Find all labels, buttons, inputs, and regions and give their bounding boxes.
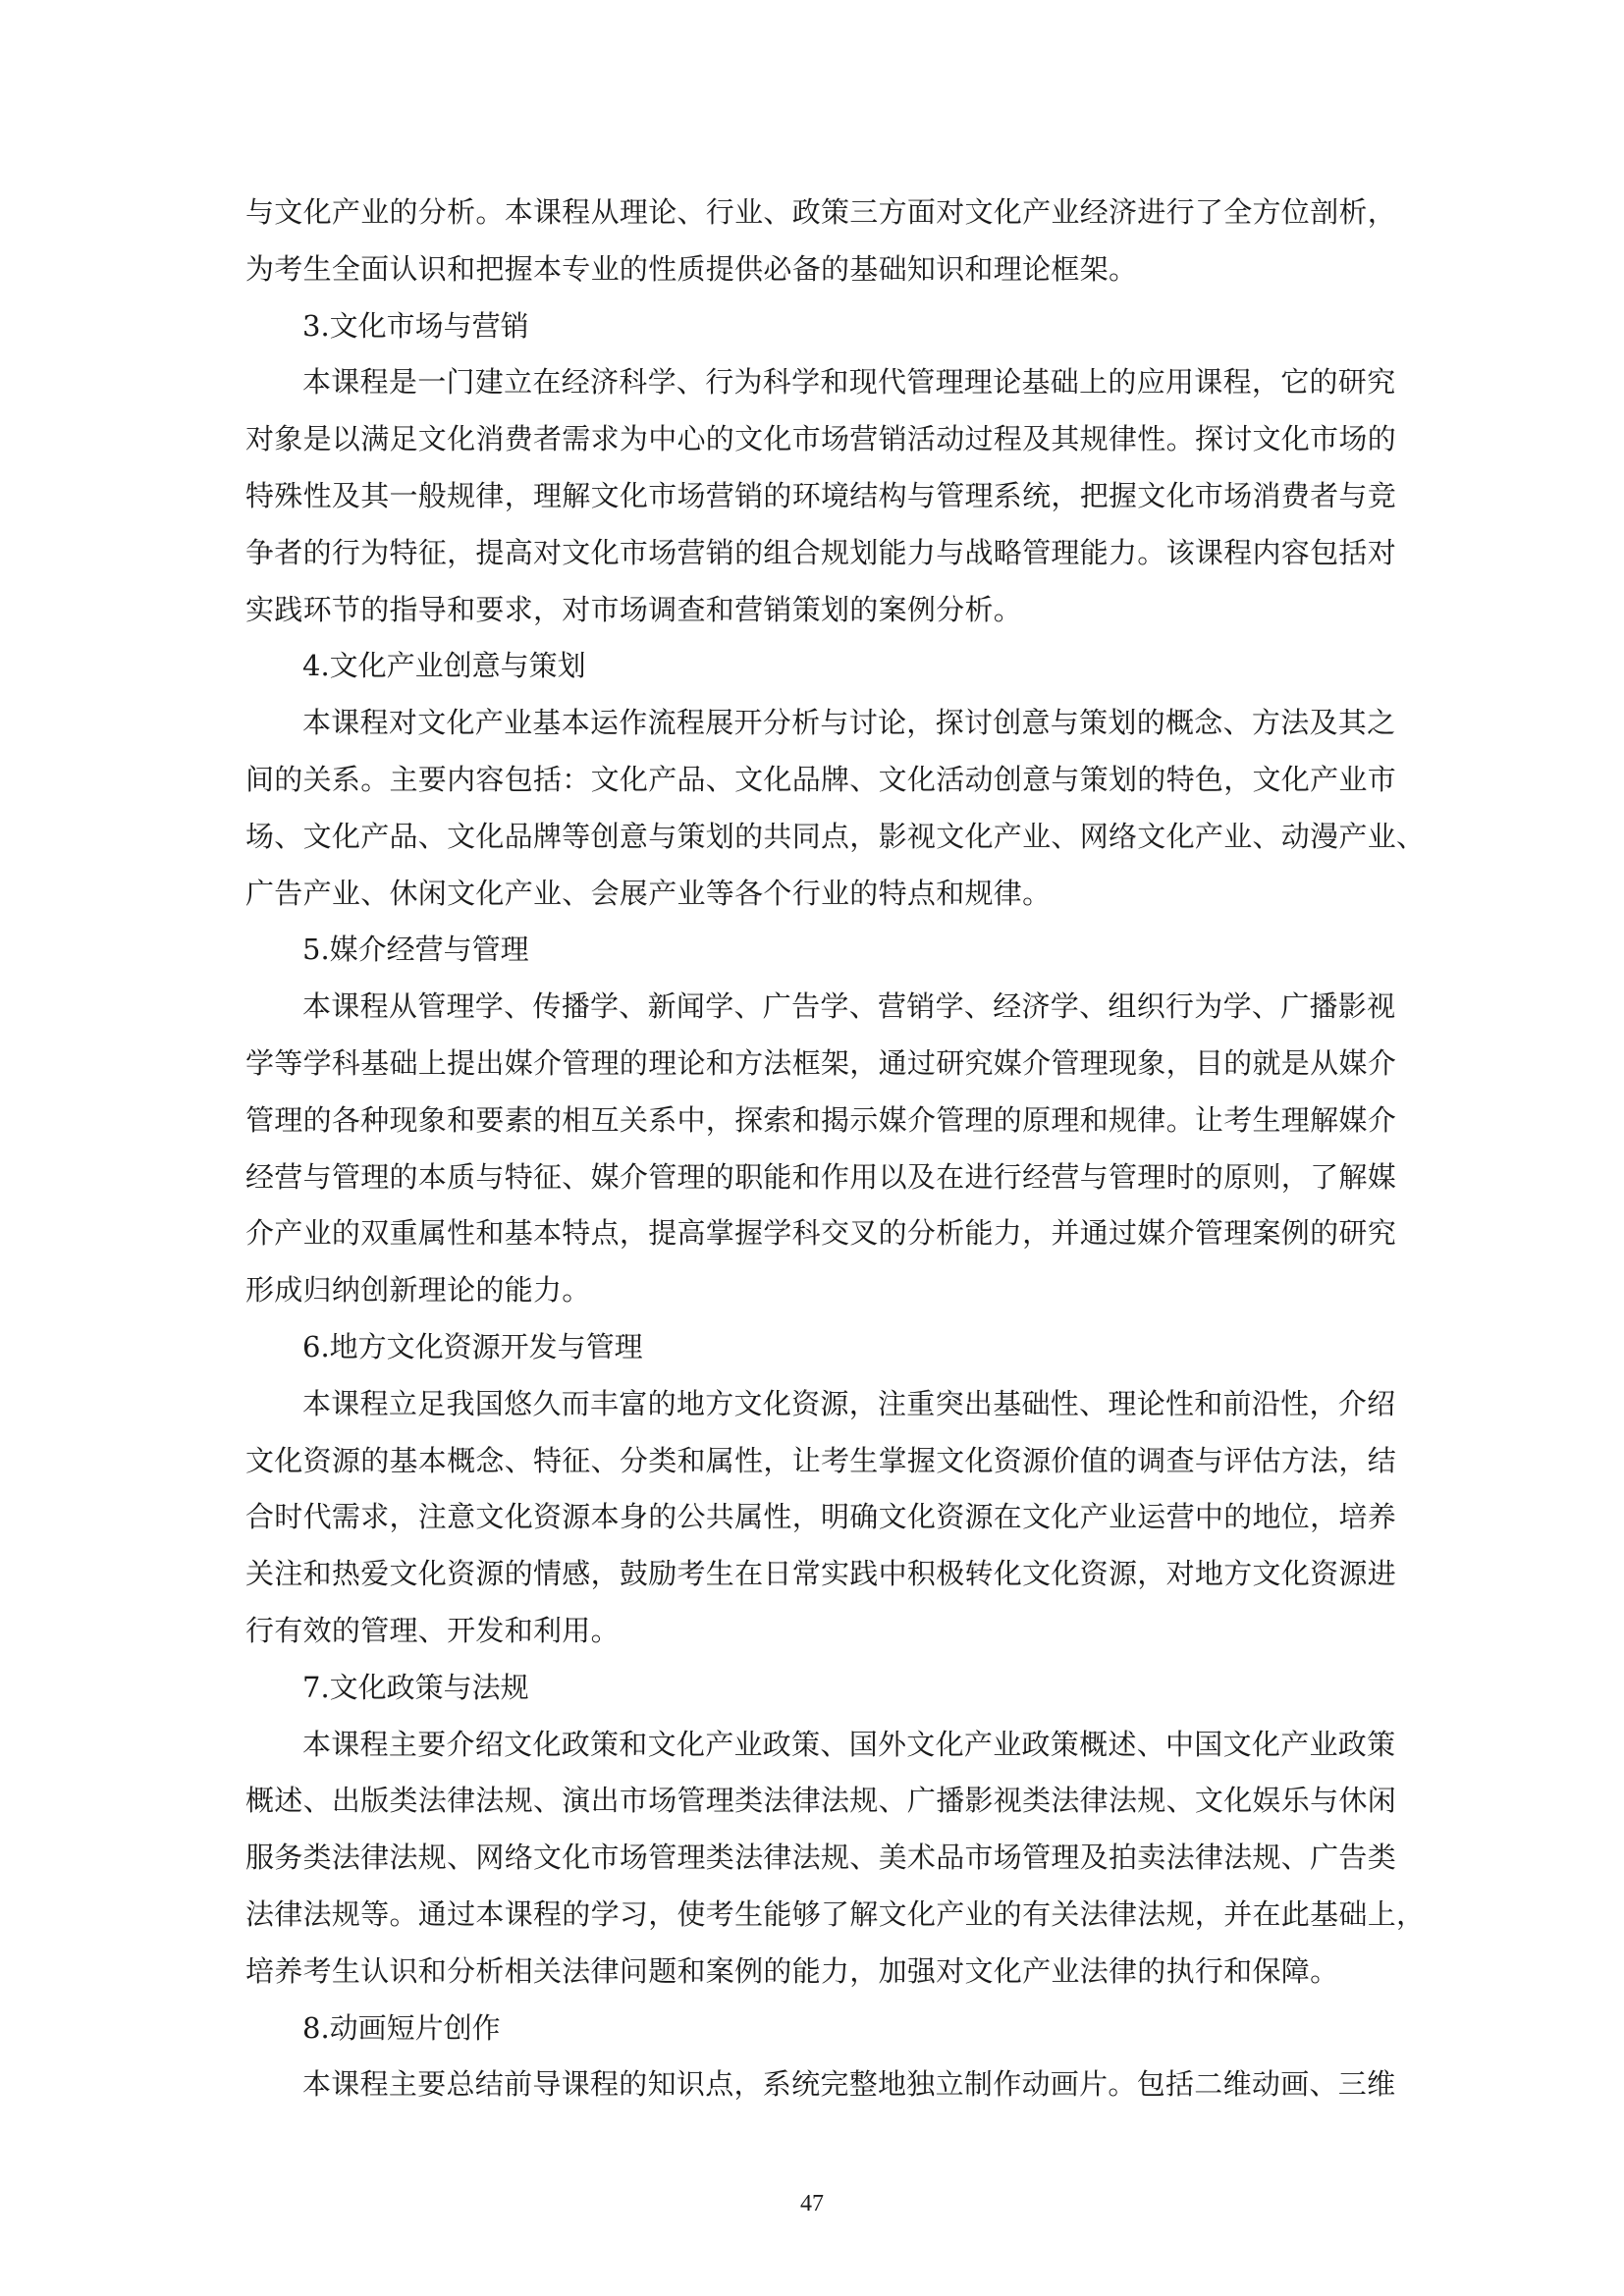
section-heading: 5.媒介经营与管理 bbox=[302, 933, 529, 967]
paragraph-line: 关注和热爱文化资源的情感，鼓励考生在日常实践中积极转化文化资源，对地方文化资源进 bbox=[245, 1557, 1397, 1591]
paragraph-line: 概述、出版类法律法规、演出市场管理类法律法规、广播影视类法律法规、文化娱乐与休闲 bbox=[245, 1784, 1397, 1818]
paragraph-line: 服务类法律法规、网络文化市场管理类法律法规、美术品市场管理及拍卖法律法规、广告类 bbox=[245, 1841, 1397, 1875]
page-body bbox=[245, 185, 1426, 2113]
paragraph-line: 介产业的双重属性和基本特点，提高掌握学科交叉的分析能力，并通过媒介管理案例的研究 bbox=[245, 1216, 1397, 1251]
body-paragraph bbox=[245, 979, 1397, 1319]
paragraph-line: 本课程对文化产业基本运作流程展开分析与讨论，探讨创意与策划的概念、方法及其之 bbox=[302, 706, 1396, 740]
page-number: 47 bbox=[800, 2191, 824, 2216]
paragraph-line: 场、文化产品、文化品牌等创意与策划的共同点，影视文化产业、网络文化产业、动漫产业、 bbox=[245, 819, 1426, 853]
paragraph-line: 为考生全面认识和把握本专业的性质提供必备的基础知识和理论框架。 bbox=[245, 251, 1138, 286]
paragraph-line: 实践环节的指导和要求，对市场调查和营销策划的案例分析。 bbox=[245, 592, 1023, 626]
paragraph-line: 合时代需求，注意文化资源本身的公共属性，明确文化资源在文化产业运营中的地位，培养 bbox=[245, 1500, 1397, 1534]
paragraph-line: 管理的各种现象和要素的相互关系中，探索和揭示媒介管理的原理和规律。让考生理解媒介 bbox=[245, 1102, 1397, 1137]
paragraph-line: 广告产业、休闲文化产业、会展产业等各个行业的特点和规律。 bbox=[245, 876, 1052, 910]
body-paragraph bbox=[245, 185, 1397, 298]
paragraph-line: 争者的行为特征，提高对文化市场营销的组合规划能力与战略管理能力。该课程内容包括对 bbox=[245, 535, 1397, 569]
section-heading: 8.动画短片创作 bbox=[302, 2010, 501, 2045]
paragraph-line: 本课程立足我国悠久而丰富的地方文化资源，注重突出基础性、理论性和前沿性，介绍 bbox=[302, 1386, 1396, 1420]
paragraph-line: 对象是以满足文化消费者需求为中心的文化市场营销活动过程及其规律性。探讨文化市场的 bbox=[245, 422, 1397, 456]
paragraph-line: 经营与管理的本质与特征、媒介管理的职能和作用以及在进行经营与管理时的原则，了解媒 bbox=[245, 1159, 1397, 1194]
body-paragraph bbox=[245, 354, 1397, 638]
section-heading: 3.文化市场与营销 bbox=[302, 308, 529, 343]
section-heading: 7.文化政策与法规 bbox=[302, 1670, 529, 1704]
body-paragraph bbox=[245, 695, 1426, 922]
body-paragraph bbox=[245, 2056, 1396, 2113]
body-paragraph bbox=[245, 1717, 1426, 2001]
paragraph-line: 培养考生认识和分析相关法律问题和案例的能力，加强对文化产业法律的执行和保障。 bbox=[245, 1953, 1339, 1988]
paragraph-line: 形成归纳创新理论的能力。 bbox=[245, 1273, 591, 1308]
paragraph-line: 与文化产业的分析。本课程从理论、行业、政策三方面对文化产业经济进行了全方位剖析， bbox=[245, 195, 1397, 229]
paragraph-line: 特殊性及其一般规律，理解文化市场营销的环境结构与管理系统，把握文化市场消费者与竞 bbox=[245, 478, 1397, 512]
section-heading: 4.文化产业创意与策划 bbox=[302, 649, 586, 683]
paragraph-line: 法律法规等。通过本课程的学习，使考生能够了解文化产业的有关法律法规，并在此基础上， bbox=[245, 1896, 1426, 1931]
paragraph-line: 本课程主要介绍文化政策和文化产业政策、国外文化产业政策概述、中国文化产业政策 bbox=[302, 1727, 1396, 1761]
paragraph-line: 间的关系。主要内容包括：文化产品、文化品牌、文化活动创意与策划的特色，文化产业市 bbox=[245, 762, 1397, 796]
section-heading: 6.地方文化资源开发与管理 bbox=[302, 1329, 643, 1363]
body-paragraph bbox=[245, 1376, 1397, 1660]
paragraph-line: 学等学科基础上提出媒介管理的理论和方法框架，通过研究媒介管理现象，目的就是从媒介 bbox=[245, 1045, 1397, 1080]
paragraph-line: 本课程主要总结前导课程的知识点，系统完整地独立制作动画片。包括二维动画、三维 bbox=[302, 2067, 1396, 2102]
paragraph-line: 文化资源的基本概念、特征、分类和属性，让考生掌握文化资源价值的调查与评估方法，结 bbox=[245, 1443, 1397, 1477]
paragraph-line: 行有效的管理、开发和利用。 bbox=[245, 1613, 620, 1647]
paragraph-line: 本课程是一门建立在经济科学、行为科学和现代管理理论基础上的应用课程，它的研究 bbox=[302, 365, 1396, 400]
paragraph-line: 本课程从管理学、传播学、新闻学、广告学、营销学、经济学、组织行为学、广播影视 bbox=[302, 989, 1396, 1024]
